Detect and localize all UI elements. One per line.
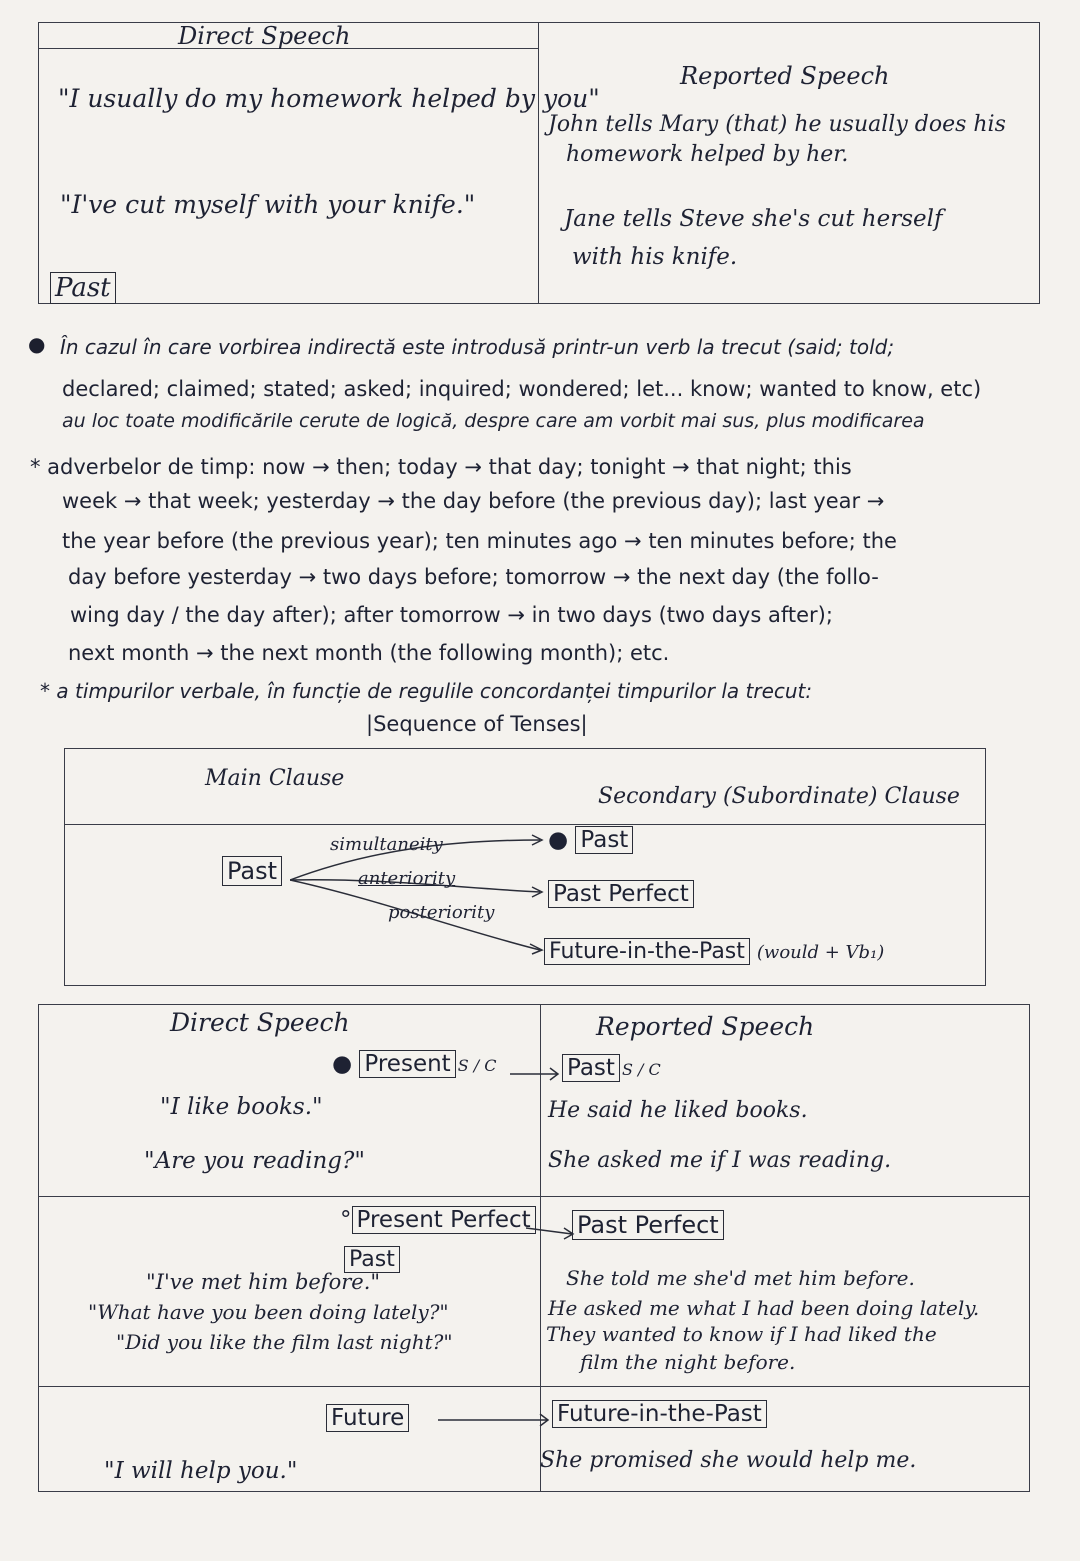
sequence-of-tenses-title: |Sequence of Tenses| [366, 712, 588, 736]
table-top-divider [538, 22, 539, 304]
present-tag-box: ● Present S / C [332, 1051, 497, 1077]
past-simple-tag-box [344, 1246, 400, 1273]
past-sc-label: S / C [621, 1060, 661, 1079]
rule-line-8: wing day / the day after); after tomorrow → in two days (two days after); [70, 603, 833, 627]
rule-line-2: declared; claimed; stated; asked; inquired; wondered; let... know; wanted to know, etc) [62, 377, 982, 401]
future-tag-box [326, 1404, 409, 1432]
example-1-direct: "I like books." [160, 1094, 323, 1120]
example-5-reported-line2: film the night before. [580, 1350, 796, 1374]
present-perfect-arrow [526, 1220, 578, 1244]
example-2-reported: She asked me if I was reading. [548, 1148, 892, 1173]
past-tag: Past [562, 1054, 620, 1082]
example-4-direct: "What have you been doing lately?" [88, 1300, 449, 1324]
past-section-label [50, 272, 116, 304]
posteriority-label: posteriority [388, 902, 495, 923]
example-5-reported-line1: They wanted to know if I had liked the [546, 1322, 937, 1346]
past-simple-tag: Past [344, 1246, 400, 1273]
example-5-direct: "Did you like the film last night?" [116, 1330, 453, 1354]
present-tag: Present [359, 1050, 455, 1078]
main-tense-past: Past [222, 856, 282, 886]
row1-reported-line2: homework helped by her. [566, 142, 849, 167]
row2-reported-line1: Jane tells Steve she's cut herself [564, 206, 943, 232]
rule-line-1: În cazul în care vorbirea indirectă este introdusă printr-un verb la trecut (said; told; [60, 335, 895, 359]
rule-line-9: next month → the next month (the following month); etc. [68, 641, 670, 665]
past-perfect-tag-box [572, 1210, 724, 1240]
row2-reported-line2: with his knife. [572, 244, 738, 270]
rule-line-10: * a timpurilor verbale, în funcție de regulile concordanței timpurilor la trecut: [40, 679, 813, 703]
rule-line-3: au loc toate modificările cerute de logică, despre care am vorbit mai sus, plus modificarea [62, 410, 925, 432]
anteriority-label: anteriority [358, 868, 456, 889]
example-4-reported: He asked me what I had been doing lately. [548, 1296, 980, 1320]
future-tag: Future [326, 1404, 409, 1432]
future-in-past-tag-box [552, 1400, 767, 1428]
past-perfect-tag: Past Perfect [572, 1210, 724, 1240]
out-past: Past [575, 826, 633, 854]
table-top-right-header: Reported Speech [680, 62, 890, 90]
out-future-in-past-box [544, 938, 884, 965]
table-bottom-right-header: Reported Speech [596, 1012, 815, 1041]
future-formula: (would + Vb₁) [756, 942, 885, 963]
present-perfect-tag-box: ° Present Perfect [340, 1206, 536, 1234]
rule-line-5: week → that week; yesterday → the day before (the previous day); last year → [62, 489, 885, 513]
future-arrow [438, 1410, 554, 1430]
row1-direct: "I usually do my homework helped by you" [58, 84, 600, 113]
table-bottom-left-header: Direct Speech [170, 1008, 350, 1037]
table-bottom-rule-2 [38, 1386, 1030, 1387]
example-2-direct: "Are you reading?" [144, 1148, 365, 1174]
past-section-tag: Past [50, 272, 116, 304]
example-3-direct: "I've met him before." [146, 1270, 381, 1294]
example-6-direct: "I will help you." [104, 1458, 298, 1484]
example-6-reported: She promised she would help me. [540, 1448, 917, 1473]
row2-direct: "I've cut myself with your knife." [60, 190, 476, 219]
simultaneity-label: simultaneity [330, 834, 443, 855]
present-to-past-arrow [510, 1064, 562, 1084]
secondary-clause-header: Secondary (Subordinate) Clause [598, 784, 960, 809]
out-past-perfect-box [548, 880, 694, 908]
table-top-left-header: Direct Speech [178, 22, 351, 50]
out-future-in-past: Future-in-the-Past [544, 938, 750, 965]
main-clause-header: Main Clause [205, 766, 345, 791]
future-in-past-tag: Future-in-the-Past [552, 1400, 767, 1428]
out-past-box: ● Past [548, 826, 633, 854]
example-1-reported: He said he liked books. [548, 1098, 808, 1123]
table-bottom-rule-1 [38, 1196, 1030, 1197]
row1-reported-line1: John tells Mary (that) he usually does his [548, 112, 1006, 137]
example-3-reported: She told me she'd met him before. [566, 1266, 915, 1290]
rule-line-7: day before yesterday → two days before; tomorrow → the next day (the follo- [68, 565, 879, 589]
rule-line-4: * adverbelor de timp: now → then; today → that day; tonight → that night; this [30, 455, 852, 479]
out-past-perfect: Past Perfect [548, 880, 694, 908]
main-tense-box [222, 856, 282, 886]
rule-line-6: the year before (the previous year); ten minutes ago → ten minutes before; the [62, 529, 897, 553]
present-sc-label: S / C [457, 1056, 497, 1075]
sequence-table-header-rule [64, 824, 986, 825]
past-tag-box [562, 1054, 661, 1082]
bullet-dot: ● [28, 332, 46, 356]
present-perfect-tag: Present Perfect [352, 1206, 536, 1234]
